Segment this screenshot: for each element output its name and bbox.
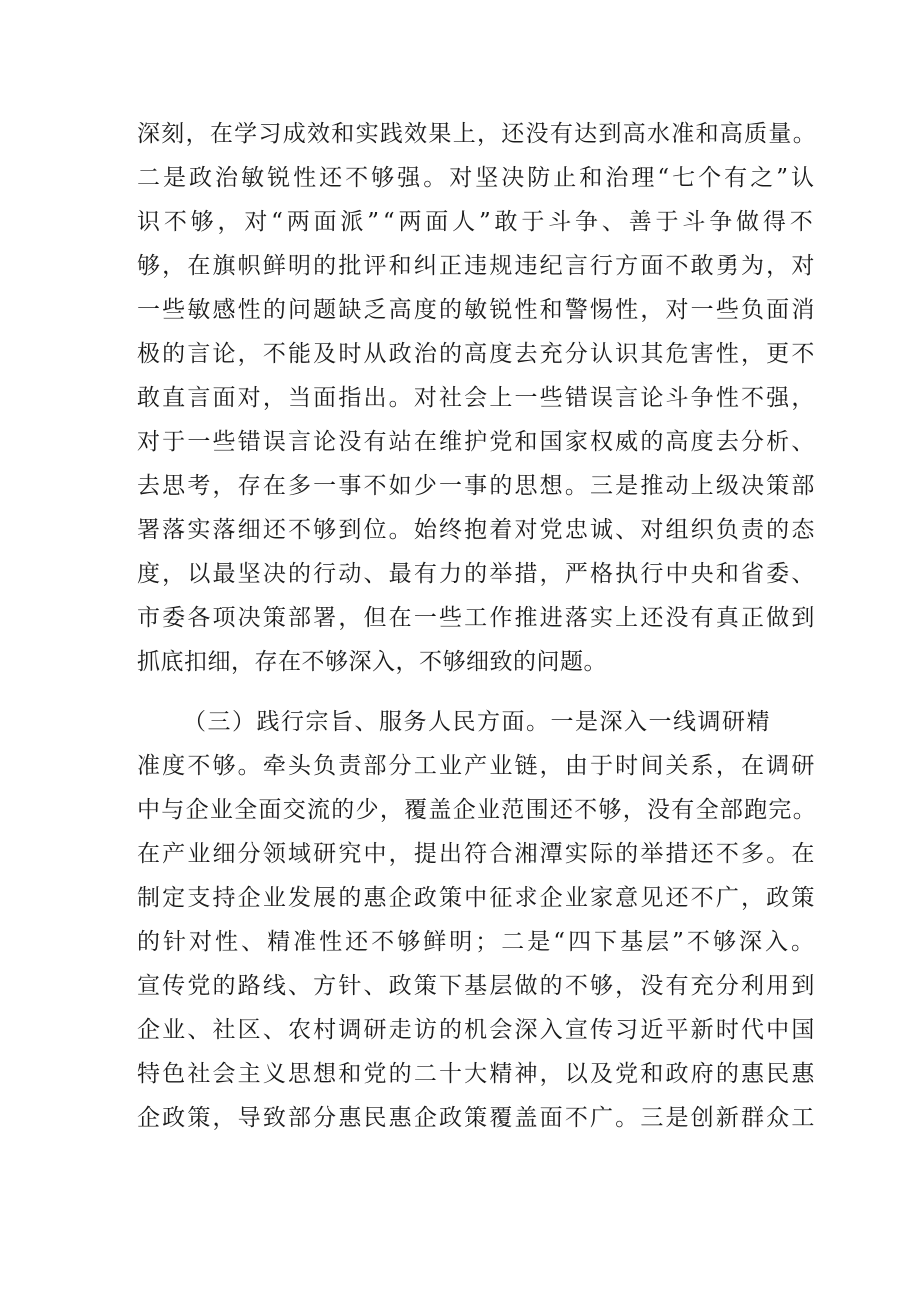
text-line: 宣传党的路线、方针、政策下基层做的不够，没有充分利用到 <box>137 973 817 999</box>
text-line: 制定支持企业发展的惠企政策中征求企业家意见还不广，政策 <box>137 885 817 911</box>
text-line: 度，以最坚决的行动、最有力的举措，严格执行中央和省委、 <box>137 561 817 587</box>
text-line: 中与企业全面交流的少，覆盖企业范围还不够，没有全部跑完。 <box>137 797 817 823</box>
text-line: 一些敏感性的问题缺乏高度的敏锐性和警惕性，对一些负面消 <box>137 297 817 323</box>
text-line: 去思考，存在多一事不如少一事的思想。三是推动上级决策部 <box>137 473 817 499</box>
paragraph-serving-the-people <box>137 700 817 1140</box>
text-line: 对于一些错误言论没有站在维护党和国家权威的高度去分析、 <box>137 429 817 455</box>
paragraph-political-sensitivity <box>137 112 817 684</box>
text-line: 企政策，导致部分惠民惠企政策覆盖面不广。三是创新群众工 <box>137 1105 817 1131</box>
text-line: 识不够，对“两面派”“两面人”敢于斗争、善于斗争做得不 <box>137 209 817 235</box>
text-line: 二是政治敏锐性还不够强。对坚决防止和治理“七个有之”认 <box>137 165 818 191</box>
text-line: 的针对性、精准性还不够鲜明；二是“四下基层”不够深入。 <box>137 929 818 955</box>
text-line: 特色社会主义思想和党的二十大精神，以及党和政府的惠民惠 <box>137 1061 817 1087</box>
text-line: 深刻，在学习成效和实践效果上，还没有达到高水准和高质量。 <box>137 121 817 147</box>
text-line: 抓底扣细，存在不够深入，不够细致的问题。 <box>137 649 607 675</box>
text-line: 在产业细分领域研究中，提出符合湘潭实际的举措还不多。在 <box>137 841 817 867</box>
text-line: 准度不够。牵头负责部分工业产业链，由于时间关系，在调研 <box>137 753 817 779</box>
text-line: 署落实落细还不够到位。始终抱着对党忠诚、对组织负责的态 <box>137 517 817 543</box>
text-line: 企业、社区、农村调研走访的机会深入宣传习近平新时代中国 <box>137 1017 817 1043</box>
text-line: 极的言论，不能及时从政治的高度去充分认识其危害性，更不 <box>137 341 817 367</box>
text-line: 敢直言面对，当面指出。对社会上一些错误言论斗争性不强， <box>137 385 817 411</box>
text-line: 市委各项决策部署，但在一些工作推进落实上还没有真正做到 <box>137 605 817 631</box>
section-heading-line: （三）践行宗旨、服务人民方面。一是深入一线调研精 <box>183 709 771 735</box>
text-line: 够，在旗帜鲜明的批评和纠正违规违纪言行方面不敢勇为，对 <box>137 253 817 279</box>
